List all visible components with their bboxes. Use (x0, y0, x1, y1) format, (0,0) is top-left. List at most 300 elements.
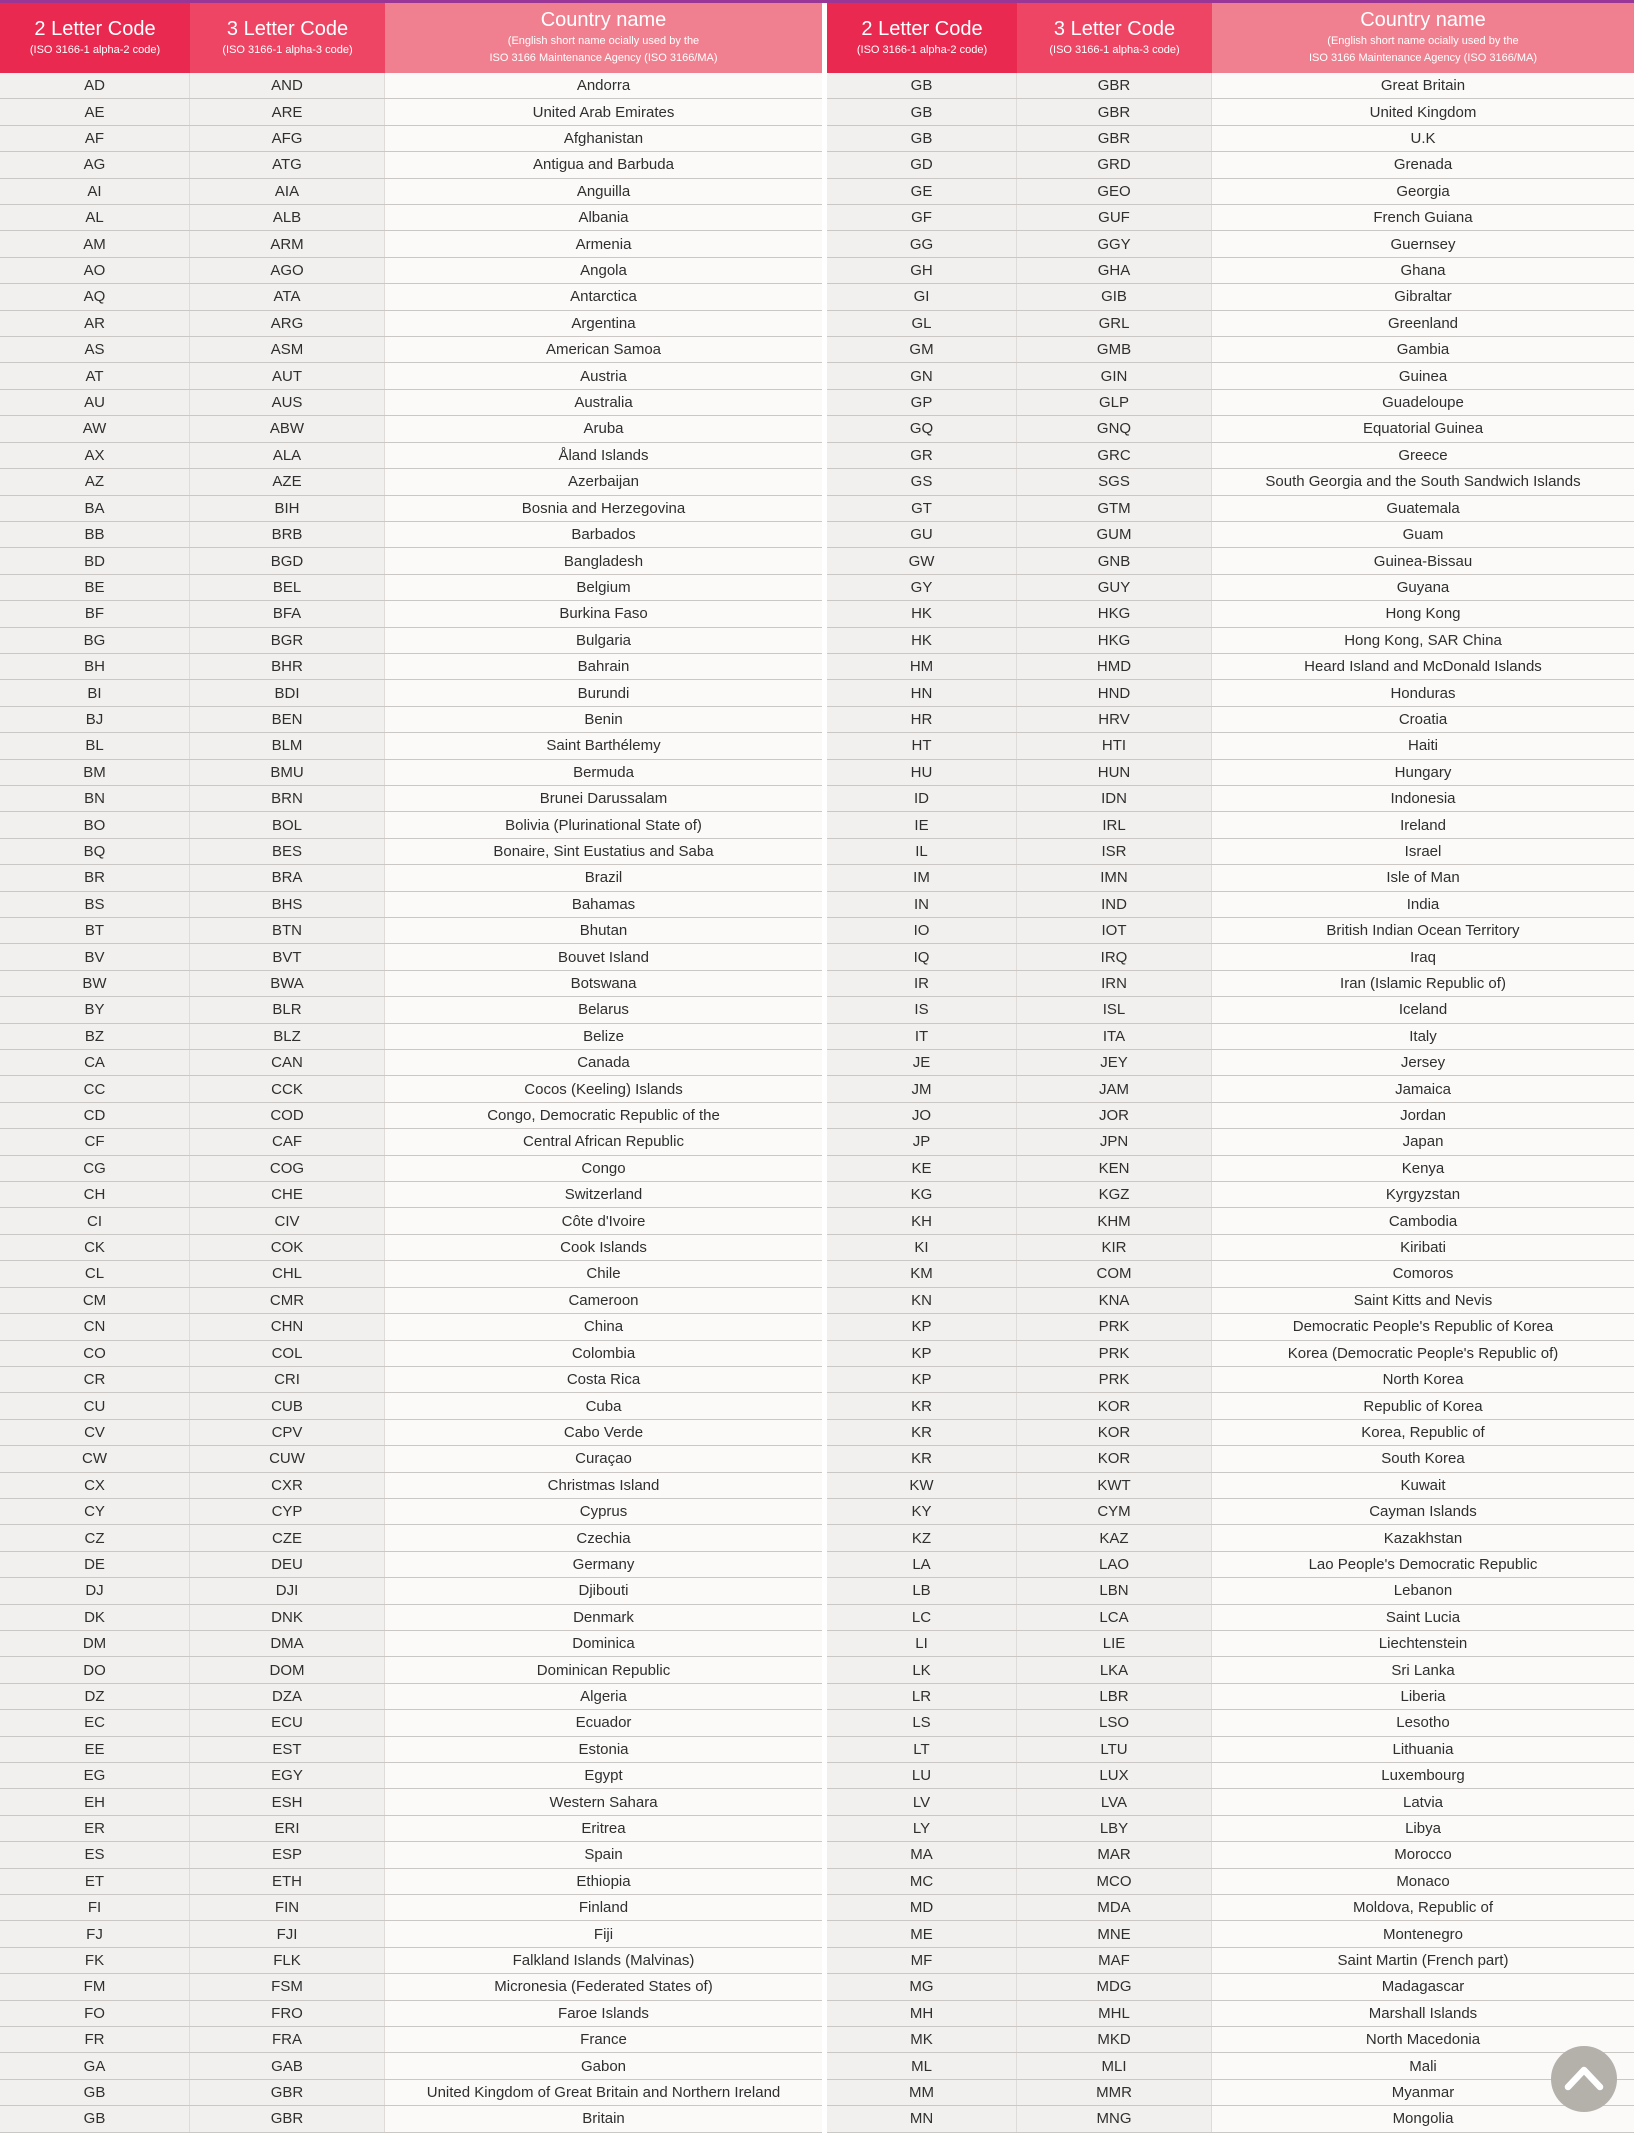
table-row (827, 918, 1634, 944)
alpha2-code-cell: HU (827, 760, 1017, 785)
country-name-cell: Moldova, Republic of (1212, 1895, 1634, 1920)
column-title: 3 Letter Code (1053, 18, 1176, 41)
alpha3-code-cell: CHE (190, 1182, 385, 1207)
alpha3-code-cell: JPN (1017, 1129, 1212, 1154)
country-name-cell: Belize (385, 1024, 822, 1049)
alpha3-code-cell: KOR (1017, 1393, 1212, 1418)
alpha3-code-cell: ARG (190, 311, 385, 336)
table-row (0, 1789, 822, 1815)
alpha2-code-cell: ME (827, 1921, 1017, 1946)
table-row (827, 654, 1634, 680)
alpha2-code-cell: KN (827, 1288, 1017, 1313)
country-name-cell: Mali (1212, 2053, 1634, 2078)
country-name-cell: Saint Martin (French part) (1212, 1948, 1634, 1973)
country-name-cell: United Kingdom (1212, 99, 1634, 124)
country-name-cell: Jersey (1212, 1050, 1634, 1075)
table-row (827, 1182, 1634, 1208)
country-name-cell: Iceland (1212, 997, 1634, 1022)
alpha2-code-cell: GB (0, 2106, 190, 2131)
country-name-cell: Djibouti (385, 1578, 822, 1603)
alpha2-code-cell: IL (827, 839, 1017, 864)
alpha3-code-cell: ITA (1017, 1024, 1212, 1049)
table-row (0, 1050, 822, 1076)
country-name-cell: Lao People's Democratic Republic (1212, 1552, 1634, 1577)
alpha2-code-cell: MM (827, 2080, 1017, 2105)
table-row (0, 1948, 822, 1974)
country-name-cell: Kazakhstan (1212, 1525, 1634, 1550)
alpha2-code-cell: CI (0, 1208, 190, 1233)
table-row (827, 152, 1634, 178)
country-name-cell: Estonia (385, 1737, 822, 1762)
country-name-cell: Antigua and Barbuda (385, 152, 822, 177)
table-row (827, 337, 1634, 363)
table-row (0, 363, 822, 389)
alpha3-code-cell: LBR (1017, 1684, 1212, 1709)
alpha2-code-cell: GA (0, 2053, 190, 2078)
alpha3-code-cell: GUY (1017, 575, 1212, 600)
country-name-cell: Brazil (385, 865, 822, 890)
alpha2-code-cell: ML (827, 2053, 1017, 2078)
alpha2-code-cell: GS (827, 469, 1017, 494)
alpha3-code-cell: FJI (190, 1921, 385, 1946)
country-name-cell: Cuba (385, 1393, 822, 1418)
alpha3-code-cell: ARM (190, 231, 385, 256)
alpha3-code-cell: JAM (1017, 1076, 1212, 1101)
table-row (827, 707, 1634, 733)
country-name-cell: Hungary (1212, 760, 1634, 785)
alpha3-code-cell: AGO (190, 258, 385, 283)
country-name-cell: Jamaica (1212, 1076, 1634, 1101)
table-row (827, 469, 1634, 495)
alpha2-code-cell: GD (827, 152, 1017, 177)
country-name-cell: U.K (1212, 126, 1634, 151)
column-subtitle: ISO 3166 Maintenance Agency (ISO 3166/MA) (1308, 52, 1538, 64)
country-name-cell: Fiji (385, 1921, 822, 1946)
alpha2-code-cell: KI (827, 1235, 1017, 1260)
alpha3-code-cell: KWT (1017, 1473, 1212, 1498)
table-row (0, 1367, 822, 1393)
country-name-cell: Bhutan (385, 918, 822, 943)
table-row (0, 1393, 822, 1419)
table-row (827, 1684, 1634, 1710)
alpha3-code-cell: GAB (190, 2053, 385, 2078)
country-name-cell: Austria (385, 363, 822, 388)
table-row (0, 2053, 822, 2079)
table-row (827, 628, 1634, 654)
table-row (827, 1103, 1634, 1129)
table-row (0, 231, 822, 257)
country-name-cell: Bulgaria (385, 628, 822, 653)
alpha3-code-cell: LBN (1017, 1578, 1212, 1603)
table-row (0, 601, 822, 627)
alpha3-code-cell: BRN (190, 786, 385, 811)
alpha2-code-cell: LC (827, 1605, 1017, 1630)
column-subtitle: (English short name ocially used by the (507, 35, 700, 48)
country-name-cell: Great Britain (1212, 73, 1634, 98)
column-subtitle: ISO 3166 Maintenance Agency (ISO 3166/MA) (489, 52, 718, 64)
country-name-cell: Republic of Korea (1212, 1393, 1634, 1418)
alpha3-code-cell: AFG (190, 126, 385, 151)
column-title: 2 Letter Code (34, 18, 156, 41)
alpha3-code-cell: LBY (1017, 1816, 1212, 1841)
alpha3-code-cell: GEO (1017, 179, 1212, 204)
alpha2-code-cell: FM (0, 1974, 190, 1999)
country-name-cell: Antarctica (385, 284, 822, 309)
alpha3-code-cell: AUT (190, 363, 385, 388)
table-row (827, 1156, 1634, 1182)
table-row (0, 1288, 822, 1314)
country-name-cell: Algeria (385, 1684, 822, 1709)
table-row (0, 1842, 822, 1868)
country-name-cell: Central African Republic (385, 1129, 822, 1154)
alpha3-code-cell: LKA (1017, 1657, 1212, 1682)
alpha3-code-cell: FRO (190, 2001, 385, 2026)
country-name-cell: Haiti (1212, 733, 1634, 758)
alpha3-code-cell: BGR (190, 628, 385, 653)
table-row (0, 707, 822, 733)
table-header (827, 3, 1634, 73)
table-row (827, 812, 1634, 838)
country-name-cell: Lithuania (1212, 1737, 1634, 1762)
alpha3-code-cell: IRL (1017, 812, 1212, 837)
alpha3-code-cell: AIA (190, 179, 385, 204)
table-row (0, 1156, 822, 1182)
alpha2-code-cell: CA (0, 1050, 190, 1075)
table-row (0, 2001, 822, 2027)
alpha3-code-cell: IDN (1017, 786, 1212, 811)
table-row (827, 1631, 1634, 1657)
table-row (827, 1869, 1634, 1895)
alpha3-code-cell: LAO (1017, 1552, 1212, 1577)
country-name-cell: Germany (385, 1552, 822, 1577)
alpha3-code-cell: BVT (190, 944, 385, 969)
table-row (0, 1763, 822, 1789)
alpha3-code-cell: LSO (1017, 1710, 1212, 1735)
alpha2-code-cell: BJ (0, 707, 190, 732)
column-subtitle: (ISO 3166-1 alpha-3 code) (222, 44, 353, 57)
table-row (0, 1631, 822, 1657)
alpha3-code-cell: GBR (1017, 126, 1212, 151)
alpha2-code-cell: AU (0, 390, 190, 415)
country-name-cell: Isle of Man (1212, 865, 1634, 890)
table-row (827, 1050, 1634, 1076)
table-row (0, 1816, 822, 1842)
table-row (0, 258, 822, 284)
table-row (827, 1895, 1634, 1921)
country-name-cell: Guinea-Bissau (1212, 548, 1634, 573)
country-name-cell: Greece (1212, 443, 1634, 468)
table-row (0, 2106, 822, 2132)
column-subtitle: (ISO 3166-1 alpha-2 code) (856, 44, 988, 57)
alpha3-code-cell: ESP (190, 1842, 385, 1867)
alpha2-code-cell: LK (827, 1657, 1017, 1682)
alpha2-code-cell: KY (827, 1499, 1017, 1524)
alpha3-code-cell: CIV (190, 1208, 385, 1233)
table-row (827, 1789, 1634, 1815)
alpha2-code-cell: CR (0, 1367, 190, 1392)
country-name-cell: Costa Rica (385, 1367, 822, 1392)
table-row (0, 1499, 822, 1525)
country-name-cell: Hong Kong (1212, 601, 1634, 626)
table-row (827, 1076, 1634, 1102)
country-name-cell: American Samoa (385, 337, 822, 362)
alpha3-code-cell: IRQ (1017, 944, 1212, 969)
table-row (827, 1314, 1634, 1340)
alpha2-code-cell: ES (0, 1842, 190, 1867)
column-title: Country name (540, 9, 667, 32)
table-row (827, 1974, 1634, 2000)
alpha3-code-cell: DMA (190, 1631, 385, 1656)
alpha2-header-cell (827, 3, 1017, 73)
table-row (827, 1288, 1634, 1314)
country-name-cell: Saint Kitts and Nevis (1212, 1288, 1634, 1313)
alpha3-code-cell: IND (1017, 892, 1212, 917)
country-name-cell: Denmark (385, 1605, 822, 1630)
alpha2-code-cell: KE (827, 1156, 1017, 1181)
country-name-cell: Cabo Verde (385, 1420, 822, 1445)
table-row (0, 1974, 822, 2000)
country-name-cell: Faroe Islands (385, 2001, 822, 2026)
table-row (0, 1446, 822, 1472)
country-name-cell: Gabon (385, 2053, 822, 2078)
iso-code-table-left (0, 3, 822, 2133)
column-title: 3 Letter Code (226, 18, 349, 41)
alpha2-code-cell: BN (0, 786, 190, 811)
alpha3-code-cell: COK (190, 1235, 385, 1260)
alpha2-code-cell: KH (827, 1208, 1017, 1233)
alpha2-code-cell: MF (827, 1948, 1017, 1973)
alpha3-code-cell: CPV (190, 1420, 385, 1445)
alpha3-code-cell: ETH (190, 1869, 385, 1894)
alpha2-code-cell: JM (827, 1076, 1017, 1101)
country-name-cell: Congo (385, 1156, 822, 1181)
alpha3-code-cell: ATG (190, 152, 385, 177)
table-row (827, 786, 1634, 812)
table-row (0, 1737, 822, 1763)
alpha2-code-cell: KP (827, 1367, 1017, 1392)
table-row (827, 258, 1634, 284)
alpha2-code-cell: IM (827, 865, 1017, 890)
country-name-cell: Ethiopia (385, 1869, 822, 1894)
table-row (827, 997, 1634, 1023)
alpha3-code-cell: BIH (190, 496, 385, 521)
country-name-cell: Equatorial Guinea (1212, 416, 1634, 441)
alpha3-code-cell: ESH (190, 1789, 385, 1814)
country-name-cell: Anguilla (385, 179, 822, 204)
table-row (0, 1684, 822, 1710)
alpha2-code-cell: AT (0, 363, 190, 388)
alpha2-code-cell: DE (0, 1552, 190, 1577)
table-row (827, 1948, 1634, 1974)
alpha3-code-cell: CUB (190, 1393, 385, 1418)
country-name-cell: Guyana (1212, 575, 1634, 600)
alpha3-code-cell: GMB (1017, 337, 1212, 362)
alpha2-code-cell: GL (827, 311, 1017, 336)
country-name-cell: Korea (Democratic People's Republic of) (1212, 1341, 1634, 1366)
chevron-up-icon (1551, 2046, 1617, 2112)
table-row (827, 944, 1634, 970)
alpha2-header-cell (0, 3, 190, 73)
country-name-cell: Belgium (385, 575, 822, 600)
scroll-to-top-button[interactable] (1551, 2046, 1617, 2112)
alpha3-header-cell (190, 3, 385, 73)
alpha3-code-cell: PRK (1017, 1367, 1212, 1392)
alpha2-code-cell: IS (827, 997, 1017, 1022)
alpha3-code-cell: MNE (1017, 1921, 1212, 1946)
alpha2-code-cell: IE (827, 812, 1017, 837)
alpha3-code-cell: GRC (1017, 443, 1212, 468)
table-row (827, 575, 1634, 601)
table-row (0, 1578, 822, 1604)
alpha3-code-cell: LVA (1017, 1789, 1212, 1814)
table-row (0, 1103, 822, 1129)
alpha3-code-cell: ERI (190, 1816, 385, 1841)
country-name-header-cell (1212, 3, 1634, 73)
table-row (0, 575, 822, 601)
alpha2-code-cell: DJ (0, 1578, 190, 1603)
alpha2-code-cell: ET (0, 1869, 190, 1894)
alpha3-code-cell: ISL (1017, 997, 1212, 1022)
table-row (0, 99, 822, 125)
country-name-cell: Botswana (385, 971, 822, 996)
alpha2-code-cell: BB (0, 522, 190, 547)
alpha2-code-cell: GP (827, 390, 1017, 415)
alpha2-code-cell: BA (0, 496, 190, 521)
table-row (827, 1393, 1634, 1419)
alpha2-code-cell: KZ (827, 1525, 1017, 1550)
alpha3-code-cell: BRA (190, 865, 385, 890)
alpha2-code-cell: CD (0, 1103, 190, 1128)
alpha2-code-cell: MG (827, 1974, 1017, 1999)
table-row (0, 1024, 822, 1050)
alpha3-code-cell: CMR (190, 1288, 385, 1313)
table-row (827, 971, 1634, 997)
alpha2-code-cell: DZ (0, 1684, 190, 1709)
table-row (0, 1076, 822, 1102)
table-row (827, 284, 1634, 310)
alpha3-code-cell: HMD (1017, 654, 1212, 679)
alpha3-code-cell: GRD (1017, 152, 1212, 177)
table-row (827, 548, 1634, 574)
alpha3-code-cell: GLP (1017, 390, 1212, 415)
alpha2-code-cell: EC (0, 1710, 190, 1735)
country-name-cell: Sri Lanka (1212, 1657, 1634, 1682)
country-name-cell: Benin (385, 707, 822, 732)
alpha2-code-cell: EE (0, 1737, 190, 1762)
alpha2-code-cell: AF (0, 126, 190, 151)
alpha2-code-cell: LB (827, 1578, 1017, 1603)
country-name-cell: Ghana (1212, 258, 1634, 283)
alpha3-code-cell: GUF (1017, 205, 1212, 230)
column-title: 2 Letter Code (861, 18, 983, 41)
alpha2-code-cell: AS (0, 337, 190, 362)
alpha2-code-cell: GE (827, 179, 1017, 204)
alpha2-code-cell: CF (0, 1129, 190, 1154)
alpha2-code-cell: HM (827, 654, 1017, 679)
alpha2-code-cell: BW (0, 971, 190, 996)
country-name-cell: Afghanistan (385, 126, 822, 151)
alpha2-code-cell: LA (827, 1552, 1017, 1577)
alpha3-code-cell: KIR (1017, 1235, 1212, 1260)
table-row (827, 2001, 1634, 2027)
table-row (827, 522, 1634, 548)
alpha3-code-cell: KOR (1017, 1446, 1212, 1471)
table-row (827, 416, 1634, 442)
alpha3-code-cell: ALA (190, 443, 385, 468)
table-row (0, 760, 822, 786)
country-name-cell: Barbados (385, 522, 822, 547)
country-name-cell: Guadeloupe (1212, 390, 1634, 415)
country-name-cell: Bahrain (385, 654, 822, 679)
alpha2-code-cell: KR (827, 1446, 1017, 1471)
alpha3-code-cell: ATA (190, 284, 385, 309)
country-name-cell: North Korea (1212, 1367, 1634, 1392)
country-name-cell: Kiribati (1212, 1235, 1634, 1260)
alpha2-code-cell: GM (827, 337, 1017, 362)
alpha3-code-cell: BLZ (190, 1024, 385, 1049)
table-row (827, 99, 1634, 125)
table-row (0, 496, 822, 522)
table-row (827, 2027, 1634, 2053)
country-name-cell: Cameroon (385, 1288, 822, 1313)
table-row (0, 1208, 822, 1234)
alpha3-code-cell: ISR (1017, 839, 1212, 864)
alpha2-code-cell: BR (0, 865, 190, 890)
country-name-cell: Angola (385, 258, 822, 283)
country-name-cell: Libya (1212, 1816, 1634, 1841)
country-name-cell: Cook Islands (385, 1235, 822, 1260)
alpha3-code-cell: IMN (1017, 865, 1212, 890)
alpha3-code-cell: CHL (190, 1261, 385, 1286)
alpha2-code-cell: CY (0, 1499, 190, 1524)
alpha3-code-cell: BEL (190, 575, 385, 600)
alpha2-code-cell: IT (827, 1024, 1017, 1049)
alpha2-code-cell: CW (0, 1446, 190, 1471)
alpha2-code-cell: BM (0, 760, 190, 785)
country-name-cell: Åland Islands (385, 443, 822, 468)
alpha3-code-cell: AND (190, 73, 385, 98)
alpha2-code-cell: GB (827, 73, 1017, 98)
column-subtitle: (ISO 3166-1 alpha-3 code) (1049, 44, 1180, 57)
country-name-cell: Croatia (1212, 707, 1634, 732)
alpha2-code-cell: AX (0, 443, 190, 468)
country-name-cell: Finland (385, 1895, 822, 1920)
table-row (827, 1816, 1634, 1842)
country-name-cell: French Guiana (1212, 205, 1634, 230)
alpha3-code-cell: HKG (1017, 628, 1212, 653)
country-name-cell: Kyrgyzstan (1212, 1182, 1634, 1207)
country-name-cell: Heard Island and McDonald Islands (1212, 654, 1634, 679)
alpha2-code-cell: GB (827, 99, 1017, 124)
table-row (0, 1420, 822, 1446)
alpha2-code-cell: FO (0, 2001, 190, 2026)
country-name-cell: Liberia (1212, 1684, 1634, 1709)
alpha3-code-cell: GBR (1017, 99, 1212, 124)
country-name-cell: Kuwait (1212, 1473, 1634, 1498)
alpha2-code-cell: HT (827, 733, 1017, 758)
alpha3-code-cell: ECU (190, 1710, 385, 1735)
table-row (0, 2080, 822, 2106)
alpha3-code-cell: EGY (190, 1763, 385, 1788)
country-name-cell: Cayman Islands (1212, 1499, 1634, 1524)
alpha2-code-cell: LT (827, 1737, 1017, 1762)
alpha2-code-cell: FR (0, 2027, 190, 2052)
table-row (827, 1261, 1634, 1287)
alpha2-code-cell: HK (827, 601, 1017, 626)
alpha2-code-cell: MK (827, 2027, 1017, 2052)
alpha2-code-cell: CO (0, 1341, 190, 1366)
country-name-cell: Iraq (1212, 944, 1634, 969)
